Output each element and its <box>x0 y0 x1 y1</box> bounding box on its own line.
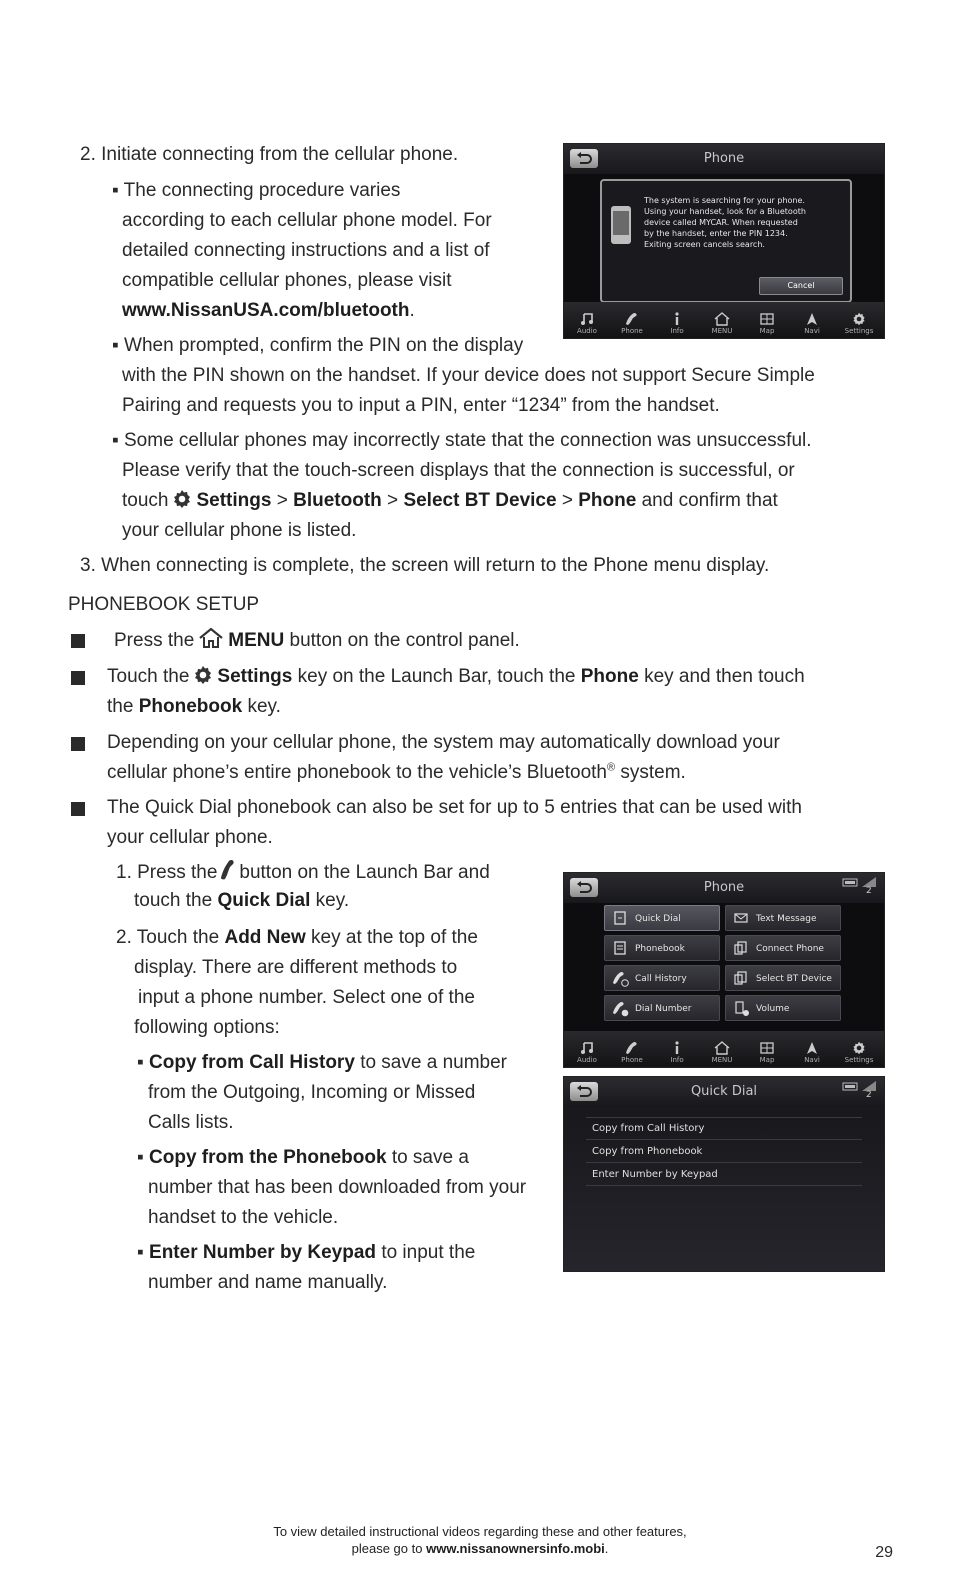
launch-label: Phone <box>621 1056 643 1064</box>
option-2-post: to save a <box>391 1147 469 1168</box>
phonebook-label: Phonebook <box>138 696 243 717</box>
bullet-3-l2: cellular phone’s entire phonebook to the vehicle’s Bluetooth <box>107 762 607 783</box>
settings-gear-icon <box>193 665 213 685</box>
step-2-text: 2. Initiate connecting from the cellular phone. <box>80 144 459 165</box>
dialog-line: device called MYCAR. When requested <box>644 218 798 227</box>
quick-step-1-line-2 <box>134 886 349 916</box>
bullet-square <box>71 737 85 751</box>
step-2-bullet-3-line-1: ▪ Some cellular phones may incorrectly state that the connection was unsuccessful. <box>112 430 812 451</box>
battery-signal-icon <box>842 876 878 888</box>
back-arrow-icon <box>570 1083 598 1102</box>
footer-line-1: To view detailed instructional videos regarding these and other features, <box>273 1524 687 1539</box>
touch-word: touch <box>122 490 169 511</box>
bullet-2-line-2 <box>107 692 281 722</box>
gt-2: > <box>387 490 399 511</box>
text-message-button[interactable] <box>725 905 841 931</box>
dialog-line: Exiting screen cancels search. <box>644 240 765 249</box>
phone-device-icon <box>610 205 632 245</box>
settings-label: Settings <box>217 666 293 687</box>
quick-step-1-line-1 <box>116 858 490 888</box>
launch-info[interactable] <box>654 312 700 336</box>
bullet-3-l2-post: system. <box>620 762 686 783</box>
home-icon <box>714 1041 730 1055</box>
add-new-label: Add New <box>224 927 306 948</box>
home-icon <box>714 312 730 326</box>
select-bt-device-icon <box>734 971 748 985</box>
phonebook-button[interactable] <box>604 935 720 961</box>
option-3-post: to input the <box>381 1242 476 1263</box>
launch-settings[interactable] <box>836 1041 882 1065</box>
info-icon <box>670 1041 684 1055</box>
launch-bar <box>564 1031 884 1067</box>
dial-number-button[interactable] <box>604 995 720 1021</box>
menu-label: MENU <box>228 630 285 651</box>
option-bullet: ▪ <box>137 1242 144 1263</box>
footer-pre: please go to <box>351 1541 423 1556</box>
launch-label: Info <box>670 1056 684 1064</box>
option-bullet: ▪ <box>137 1052 144 1073</box>
enter-number-by-keypad-label: Enter Number by Keypad <box>149 1242 377 1263</box>
launch-menu[interactable] <box>699 312 745 336</box>
launch-phone[interactable] <box>609 1041 655 1065</box>
connect-phone-icon <box>734 941 748 955</box>
music-note-icon <box>580 1041 594 1055</box>
bullet-square <box>71 802 85 816</box>
quick-step-2-line-3: input a phone number. Select one of the <box>138 987 475 1008</box>
screenshot-phone-menu <box>563 872 885 1068</box>
option-1-line-3: Calls lists. <box>148 1112 234 1133</box>
bullet-4-line-1: The Quick Dial phonebook can also be set for up to 5 entries that can be used with <box>107 797 802 818</box>
bluetooth-label: Bluetooth <box>293 490 382 511</box>
button-label: Text Message <box>756 914 817 924</box>
quick-dial-button[interactable] <box>604 905 720 931</box>
home-menu-icon <box>198 627 224 649</box>
bullet-1-post: button on the control panel. <box>289 630 520 651</box>
launch-menu[interactable] <box>699 1041 745 1065</box>
navigation-arrow-icon <box>805 312 819 326</box>
quick-step-2-line-4: following options: <box>134 1017 280 1038</box>
dialog-text <box>644 195 806 250</box>
bullet-4-line-2: your cellular phone. <box>107 827 273 848</box>
launch-info[interactable] <box>654 1041 700 1065</box>
step-2-bullet-3-line-3 <box>122 486 778 516</box>
back-button[interactable] <box>570 1082 598 1101</box>
launch-label: Settings <box>844 1056 874 1064</box>
button-label: Call History <box>635 974 687 984</box>
quick-step-1-pre: 1. Press the <box>116 862 218 883</box>
phonebook-icon <box>613 941 627 955</box>
gear-icon <box>852 312 866 326</box>
dialog-line: by the handset, enter the PIN 1234. <box>644 229 788 238</box>
launch-audio[interactable] <box>564 312 610 336</box>
envelope-icon <box>734 911 748 925</box>
bullet-1-text <box>114 626 520 656</box>
launch-phone[interactable] <box>609 312 655 336</box>
launch-label: Map <box>759 1056 775 1064</box>
enter-number-by-keypad-row[interactable]: Enter Number by Keypad <box>586 1164 862 1186</box>
copy-from-phonebook-label: Copy from the Phonebook <box>149 1147 387 1168</box>
launch-navi[interactable] <box>789 312 835 336</box>
phone-label: Phone <box>580 666 639 687</box>
bullet-2-l2-post: key. <box>247 696 281 717</box>
status-indicators <box>842 876 878 898</box>
step-2-bullet-1-line-2: according to each cellular phone model. For <box>122 210 492 231</box>
bullet-1-pre: Press the <box>114 630 195 651</box>
button-label: Quick Dial <box>635 914 681 924</box>
quick-step-1-post: button on the Launch Bar and <box>239 862 490 883</box>
launch-label: MENU <box>711 1056 733 1064</box>
settings-label: Settings <box>196 490 272 511</box>
launch-bar <box>564 302 884 338</box>
launch-audio[interactable] <box>564 1041 610 1065</box>
option-1-post: to save a number <box>360 1052 507 1073</box>
launch-label: Audio <box>577 1056 597 1064</box>
option-3-line-2: number and name manually. <box>148 1272 388 1293</box>
button-label: Connect Phone <box>756 944 824 954</box>
map-icon <box>760 1041 774 1055</box>
quick-dial-icon <box>613 911 627 925</box>
volume-icon <box>734 1001 750 1017</box>
quick-dial-label: Quick Dial <box>217 890 311 911</box>
launch-label: Audio <box>577 327 597 335</box>
phone-icon <box>625 1041 639 1055</box>
call-history-button[interactable] <box>604 965 720 991</box>
bullet-2-mid: key on the Launch Bar, touch the <box>297 666 576 687</box>
owners-info-url[interactable]: www.nissanownersinfo.mobi <box>426 1541 605 1556</box>
bluetooth-url-line: www.NissanUSA.com/bluetooth. <box>122 300 415 321</box>
step-2-bullet-2-line-3: Pairing and requests you to input a PIN, enter “1234” from the handset. <box>122 395 720 416</box>
bullet-2-post: key and then touch <box>644 666 805 687</box>
launch-label: Navi <box>804 327 820 335</box>
launch-label: Settings <box>844 327 874 335</box>
copy-from-call-history-label: Copy from Call History <box>149 1052 355 1073</box>
registered-mark: ® <box>606 761 616 774</box>
launch-label: MENU <box>711 327 733 335</box>
cancel-button[interactable]: Cancel <box>759 277 843 295</box>
bullet-3-line-2 <box>107 758 686 788</box>
connect-phone-button[interactable] <box>725 935 841 961</box>
launch-settings[interactable] <box>836 312 882 336</box>
option-bullet: ▪ <box>137 1147 144 1168</box>
gt-1: > <box>276 490 288 511</box>
step-2-bullet-1-line-1: ▪ The connecting procedure varies <box>112 180 401 201</box>
status-indicators <box>842 1080 878 1102</box>
navigation-arrow-icon <box>805 1041 819 1055</box>
back-button[interactable] <box>570 149 598 168</box>
copy-from-phonebook-row[interactable]: Copy from Phonebook <box>586 1141 862 1163</box>
bullet-3-line-1: Depending on your cellular phone, the system may automatically download your <box>107 732 780 753</box>
step-2-bullet-3-line-2: Please verify that the touch-screen displays that the connection is successful, or <box>122 460 795 481</box>
footer-post: . <box>604 1541 609 1556</box>
back-button[interactable] <box>570 878 598 897</box>
bullet-square <box>71 671 85 685</box>
step-2-bullet-3-line-4: your cellular phone is listed. <box>122 520 357 541</box>
phone-label: Phone <box>578 490 637 511</box>
battery-signal-icon <box>842 1080 878 1092</box>
bullet-2-l2-pre: the <box>107 696 134 717</box>
screenshot-phone-searching <box>563 143 885 339</box>
option-1-line-2: from the Outgoing, Incoming or Missed <box>148 1082 476 1103</box>
button-label: Select BT Device <box>756 974 832 984</box>
button-label: Phonebook <box>635 944 685 954</box>
option-2-line-3: handset to the vehicle. <box>148 1207 339 1228</box>
device-indicator: 2 <box>866 1090 872 1100</box>
back-arrow-icon <box>570 879 598 898</box>
launch-label: Navi <box>804 1056 820 1064</box>
launch-map[interactable] <box>744 1041 790 1065</box>
launch-label: Map <box>759 327 775 335</box>
search-dialog <box>600 179 852 303</box>
gt-3: > <box>561 490 573 511</box>
button-label: Dial Number <box>635 1004 692 1014</box>
bullet-2-line-1 <box>107 662 805 692</box>
section-title: PHONEBOOK SETUP <box>68 594 260 615</box>
option-3-line-1 <box>137 1238 475 1268</box>
step-3-text: 3. When connecting is complete, the screen will return to the Phone menu display. <box>80 555 770 576</box>
dial-number-icon <box>613 1001 629 1017</box>
screen-title: Phone <box>564 144 884 174</box>
launch-label: Info <box>670 327 684 335</box>
step-2-bullet-2-line-1: ▪ When prompted, confirm the PIN on the display <box>112 335 524 356</box>
step-2-bullet-2-line-2: with the PIN shown on the handset. If your device does not support Secure Simple <box>122 365 815 386</box>
quick-step-2-pre: 2. Touch the <box>116 927 220 948</box>
back-arrow-icon <box>570 150 598 169</box>
bullet-2-pre: Touch the <box>107 666 190 687</box>
option-1-line-1 <box>137 1048 507 1078</box>
button-label: Volume <box>756 1004 790 1014</box>
footer-line-2 <box>0 1540 960 1557</box>
device-indicator: 2 <box>866 886 872 896</box>
info-icon <box>670 312 684 326</box>
screen-title: Quick Dial <box>564 1077 884 1107</box>
quick-step-1-l2-pre: touch the <box>134 890 213 911</box>
bullet-square <box>71 634 85 648</box>
map-icon <box>760 312 774 326</box>
phone-icon <box>625 312 639 326</box>
call-history-icon <box>613 971 629 987</box>
quick-step-1-l2-post: key. <box>315 890 350 911</box>
bluetooth-url[interactable]: www.NissanUSA.com/bluetooth <box>122 300 410 321</box>
dialog-line: Using your handset, look for a Bluetooth <box>644 207 806 216</box>
step-2-bullet-1-line-3: detailed connecting instructions and a list of <box>122 240 490 261</box>
copy-from-call-history-row[interactable]: Copy from Call History <box>586 1118 862 1140</box>
launch-label: Phone <box>621 327 643 335</box>
settings-gear-icon <box>172 489 192 509</box>
select-bt-device-button[interactable] <box>725 965 841 991</box>
select-bt-device-label: Select BT Device <box>403 490 557 511</box>
option-2-line-1 <box>137 1143 469 1173</box>
gear-icon <box>852 1041 866 1055</box>
screenshot-quick-dial <box>563 1076 885 1272</box>
quick-step-2-line-2: display. There are different methods to <box>134 957 458 978</box>
page-number: 29 <box>875 1544 893 1561</box>
launch-navi[interactable] <box>789 1041 835 1065</box>
phone-handset-icon <box>221 859 235 881</box>
screen-title: Phone <box>564 873 884 903</box>
quick-step-2-post: key at the top of the <box>311 927 478 948</box>
step-2-bullet-3-tail: and confirm that <box>641 490 778 511</box>
music-note-icon <box>580 312 594 326</box>
option-2-line-2: number that has been downloaded from your <box>148 1177 527 1198</box>
dialog-line: The system is searching for your phone. <box>644 196 805 205</box>
volume-button[interactable] <box>725 995 841 1021</box>
step-2-bullet-1-line-4: compatible cellular phones, please visit <box>122 270 452 291</box>
launch-map[interactable] <box>744 312 790 336</box>
quick-step-2-line-1 <box>116 923 478 953</box>
